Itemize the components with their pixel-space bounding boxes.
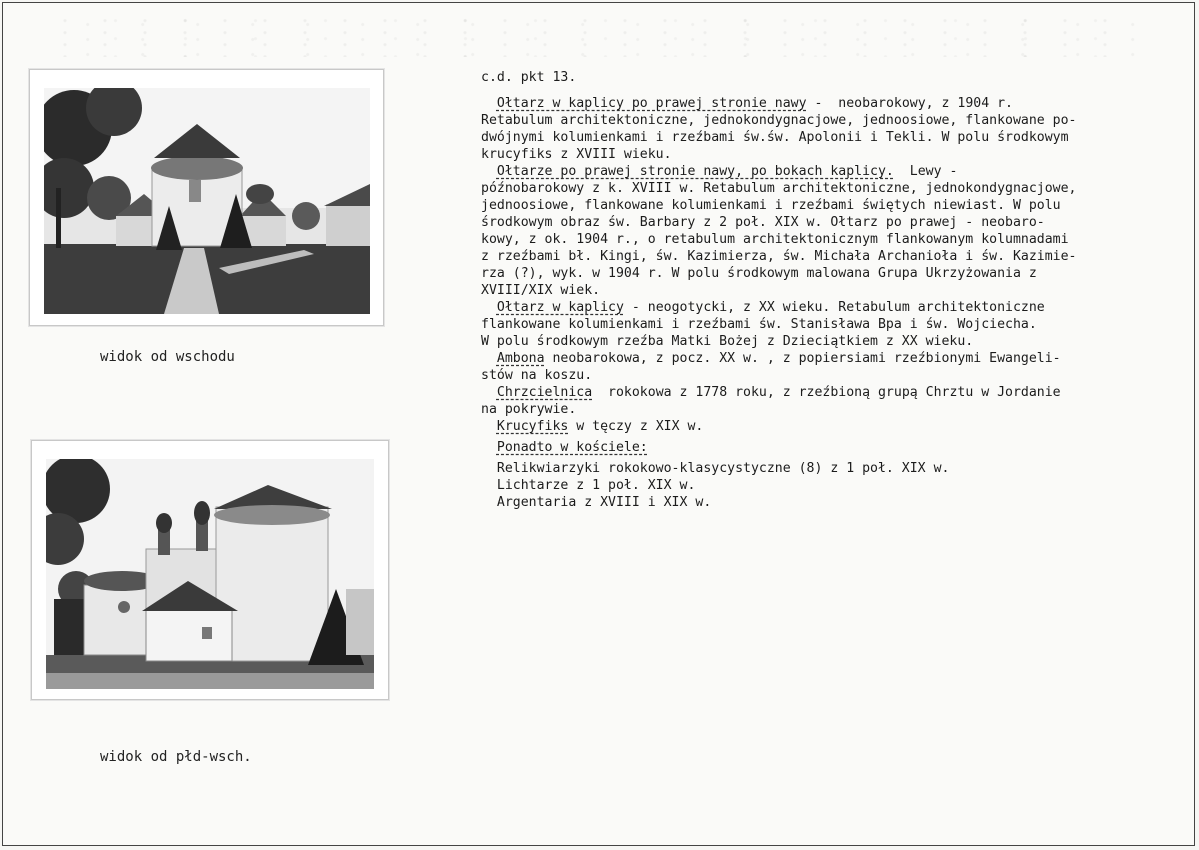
paragraph-2-line-1: późnobarokowy z k. XVIII w. Retabulum architektoniczne, jednokondygnacjowe, (481, 181, 1077, 196)
photo-southeast-view (31, 440, 389, 700)
church-east-photo (44, 88, 370, 314)
paragraph-1-line-3: krucyfiks z XVIII wieku. (481, 147, 672, 162)
paragraph-2-line-7: XVIII/XIX wiek. (481, 283, 601, 298)
paragraph-2-line-5: z rzeźbami bł. Kingi, św. Kazimierza, św. Michała Archanioła i św. Kazimie- (481, 249, 1077, 264)
paragraph-3-first-line (481, 299, 1141, 316)
paragraph-1-line-0: - neobarokowy, z 1904 r. (806, 96, 1013, 111)
paragraph-2-first-line (481, 163, 1141, 180)
paragraph-2-line-0: Lewy - (893, 164, 958, 179)
scan-noise (63, 17, 1143, 57)
also-item-2: Argentaria z XVIII i XIX w. (496, 495, 712, 510)
paragraph-5-line-1: na pokrywie. (481, 402, 577, 417)
photo-southeast-caption: widok od płd-wsch. (100, 749, 252, 765)
paragraph-4-line-0: neobarokowa, z pocz. XX w. , z popiersiami rzeźbionymi Ewangeli- (544, 351, 1061, 366)
paragraph-6-first-line (481, 418, 1141, 435)
paragraph-1-line-2: dwójnymi kolumienkami i rzeźbami św.św. Apolonii i Tekli. W polu środkowym (481, 130, 1069, 145)
section-heading: c.d. pkt 13. (481, 70, 577, 85)
paragraph-4-line-1: stów na koszu. (481, 368, 593, 383)
description-text (481, 69, 1141, 511)
paragraph-1-term: Ołtarz w kaplicy po prawej stronie nawy (496, 96, 807, 111)
paragraph-2-line-3: środkowym obraz św. Barbary z 2 poł. XIX w. Ołtarz po prawej - neobaro- (481, 215, 1045, 230)
paragraph-1-first-line (481, 95, 1141, 112)
also-item-0: Relikwiarzyki rokokowo-klasycystyczne (8) z 1 poł. XIX w. (496, 461, 950, 476)
church-southeast-photo (46, 459, 374, 689)
paragraph-5-term: Chrzcielnica (496, 385, 593, 400)
paragraph-4-first-line (481, 350, 1141, 367)
also-item-1: Lichtarze z 1 poł. XIX w. (496, 478, 696, 493)
paragraph-3-line-0: - neogotycki, z XX wieku. Retabulum architektoniczne (623, 300, 1045, 315)
paragraph-3-line-1: flankowane kolumienkami i rzeźbami św. Stanisława Bpa i św. Wojciecha. (481, 317, 1037, 332)
photo-east-view (29, 69, 384, 326)
also-heading: Ponadto w kościele: (496, 440, 648, 455)
paragraph-4-term: Ambona (496, 351, 545, 366)
paragraph-2-line-4: kowy, z ok. 1904 r., o retabulum architektonicznym flankowanym kolumnadami (481, 232, 1069, 247)
paragraph-6-line-0: w tęczy z XIX w. (568, 419, 704, 434)
paragraph-3-term: Ołtarz w kaplicy (496, 300, 624, 315)
paragraph-6-term: Krucyfiks (496, 419, 569, 434)
paragraph-3-line-2: W polu środkowym rzeźba Matki Bożej z Dzieciątkiem z XX wieku. (481, 334, 974, 349)
paragraph-2-term: Ołtarze po prawej stronie nawy, po bokach kaplicy. (496, 164, 894, 179)
paragraph-2-line-6: rza (?), wyk. w 1904 r. W polu środkowym malowana Grupa Ukrzyżowania z (481, 266, 1037, 281)
also-heading-line (481, 439, 1141, 456)
photo-east-caption: widok od wschodu (100, 349, 235, 365)
document-sheet (2, 2, 1195, 846)
paragraph-5-first-line (481, 384, 1141, 401)
paragraph-1-line-1: Retabulum architektoniczne, jednokondygnacjowe, jednoosiowe, flankowane po- (481, 113, 1077, 128)
paragraph-2-line-2: jednoosiowe, flankowane kolumienkami i rzeźbami świętych niewiast. W polu (481, 198, 1061, 213)
paragraph-5-line-0: rokokowa z 1778 roku, z rzeźbioną grupą Chrztu w Jordanie (592, 385, 1061, 400)
